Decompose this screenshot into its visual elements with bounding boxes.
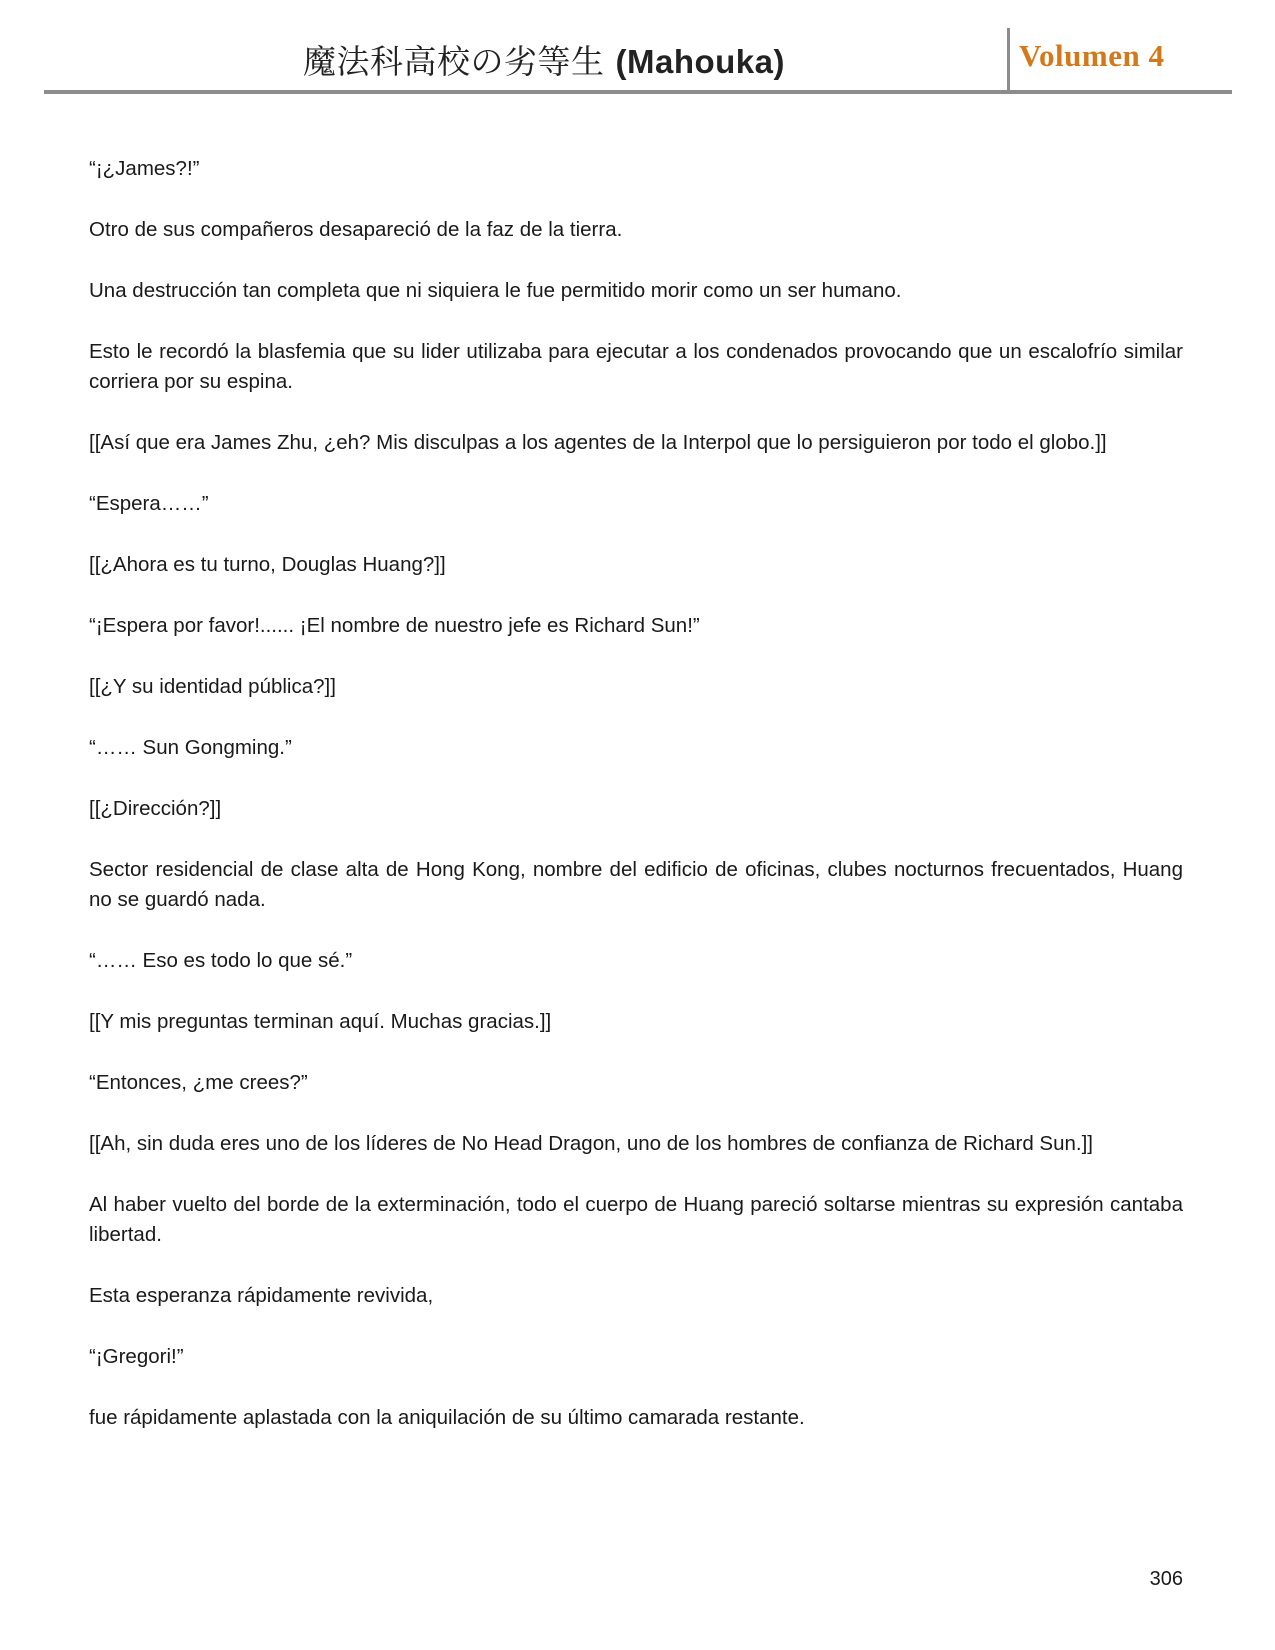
page-body <box>89 154 1183 1464</box>
paragraph: Otro de sus compañeros desapareció de la faz de la tierra. <box>89 218 623 241</box>
paragraph: Al haber vuelto del borde de la exterminación, todo el cuerpo de Huang pareció soltarse mientras su expresión cantaba libertad. <box>89 1193 1183 1246</box>
paragraph: “…… Sun Gongming.” <box>89 736 292 759</box>
paragraph: [[¿Dirección?]] <box>89 797 222 820</box>
paragraph: “¡Gregori!” <box>89 1345 184 1368</box>
header-divider-horizontal <box>44 90 1232 94</box>
volume-label: Volumen 4 <box>1019 38 1165 73</box>
paragraph: Esta esperanza rápidamente revivida, <box>89 1284 434 1307</box>
paragraph: [[Y mis preguntas terminan aquí. Muchas gracias.]] <box>89 1010 552 1033</box>
paragraph: [[¿Ahora es tu turno, Douglas Huang?]] <box>89 553 446 576</box>
page-header <box>44 28 1232 94</box>
paragraph: Sector residencial de clase alta de Hong Kong, nombre del edificio de oficinas, clubes nocturnos frecuentados, Huang no se guardó nada. <box>89 858 1183 911</box>
paragraph: [[Ah, sin duda eres uno de los líderes de No Head Dragon, uno de los hombres de confianza de Richard Sun.]] <box>89 1132 1093 1155</box>
page-number: 306 <box>1149 1568 1183 1590</box>
paragraph: “¡¿James?!” <box>89 157 200 180</box>
paragraph: fue rápidamente aplastada con la aniquilación de su último camarada restante. <box>89 1406 805 1429</box>
book-title-latin: (Mahouka) <box>615 43 785 80</box>
book-title <box>44 36 1044 83</box>
paragraph: “¡Espera por favor!...... ¡El nombre de nuestro jefe es Richard Sun!” <box>89 614 700 637</box>
paragraph: Una destrucción tan completa que ni siquiera le fue permitido morir como un ser humano. <box>89 279 902 302</box>
header-divider-vertical <box>1007 28 1010 92</box>
paragraph: [[Así que era James Zhu, ¿eh? Mis disculpas a los agentes de la Interpol que lo persiguieron por todo el globo.]] <box>89 431 1107 454</box>
paragraph: “…… Eso es todo lo que sé.” <box>89 949 353 972</box>
paragraph: [[¿Y su identidad pública?]] <box>89 675 336 698</box>
paragraph: Esto le recordó la blasfemia que su lider utilizaba para ejecutar a los condenados provocando que un escalofrío similar corriera por su espina. <box>89 340 1183 393</box>
paragraph: “Espera……” <box>89 492 209 515</box>
book-title-cjk: 魔法科高校の劣等生 <box>303 42 605 81</box>
paragraph: “Entonces, ¿me crees?” <box>89 1071 308 1094</box>
